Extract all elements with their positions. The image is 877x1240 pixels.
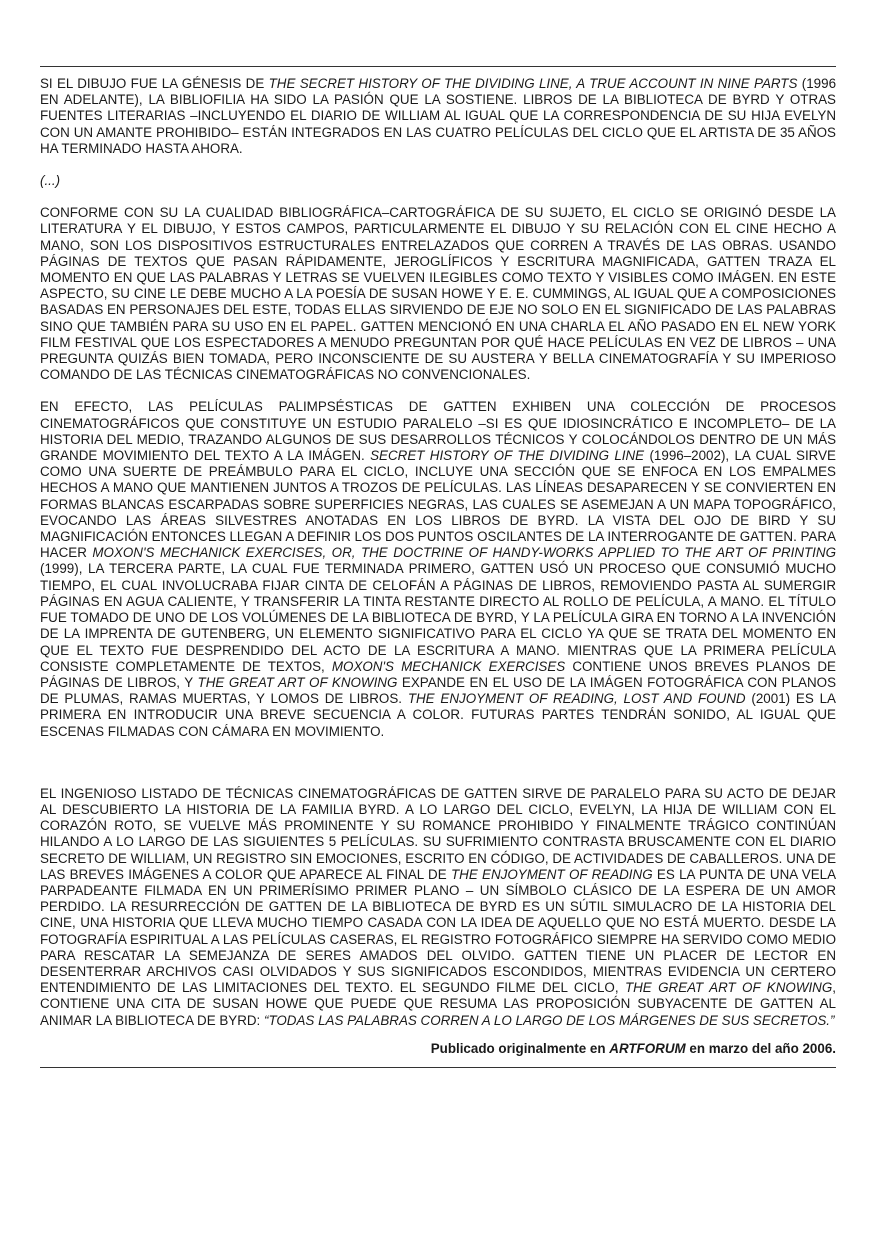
publication-credit: Publicado originalmente en ARTFORUM en marzo del año 2006. <box>430 1040 836 1056</box>
magazine-name: ARTFORUM <box>609 1040 686 1056</box>
title-secret-history-nine-parts: THE SECRET HISTORY OF THE DIVIDING LINE, A TRUE ACCOUNT IN NINE PARTS <box>268 76 798 91</box>
top-rule <box>40 66 836 67</box>
title-moxons-full: MOXON'S MECHANICK EXERCISES, OR, THE DOCTRINE OF HANDY-WORKS APPLIED TO THE ART OF PRINTING <box>92 545 836 561</box>
title-moxons-short: MOXON'S MECHANICK EXERCISES <box>331 658 566 674</box>
title-secret-history: SECRET HISTORY OF THE DIVIDING LINE <box>370 448 645 464</box>
paragraph-4: EL INGENIOSO LISTADO DE TÉCNICAS CINEMATOGRÁFICAS DE GATTEN SIRVE DE PARALELO PARA SU ACTO DE DEJAR AL DESCUBIERTO LA HISTORIA DE LA FAMILIA BYRD. A LO LARGO DEL CICLO, EVELYN, LA HIJA DE WILLIAM CON EL CORAZÓN ROTO, SE VUELVE MÁS PROMINENTE Y SU ROMANCE PROHIBIDO Y FINALMENTE TRÁGICO CONTINÚAN HILANDO A LO LARGO DE LAS SIGUIENTES 5 PELÍCULAS. SU SUFRIMIENTO CONTRASTA BRUSCAMENTE CON EL DIARIO SECRETO DE WILLIAM, UN REGISTRO SIN EMOCIONES, ESCRITO EN CÓDIGO, DE ACTIVIDADES DE CABALLEROS. UNA DE LAS BREVES IMÁGENES A COLOR QUE APARECE AL FINAL DE THE ENJOYMENT OF READING ES LA PUNTA DE UNA VELA PARPADEANTE FILMADA EN UN PRIMERÍSIMO PRIMER PLANO – UN SÍMBOLO CLÁSICO DE LA ESPERA DE UN AMOR PERDIDO. LA RESURRECCIÓN DE GATTEN DE LA BIBLIOTECA DE BYRD ES UN SÚTIL SIMULACRO DE LA HISTORIA DEL CINE, UNA HISTORIA QUE LLEVA MUCHO TIEMPO CASADA CON LA IDEA DE AQUELLO QUE NO ESTÁ MUERTO. DESDE LA FOTOGRAFÍA ESPIRITUAL A LAS PELÍCULAS CASERAS, EL REGISTRO FOTOGRÁFICO SIEMPRE HA SERVIDO COMO MEDIO PARA RESCATAR LA SEMEJANZA DE SERES AMADOS DEL OLVIDO. GATTEN TIENE UN PLACER DE LECTOR EN DESENTERRAR ARCHIVOS CASI OLVIDADOS Y SUS SIGNIFICADOS ESCONDIDOS, MIENTRAS EVIDENCIA UN CERTERO ENTENDIMIENTO DE LAS LIMITACIONES DEL TEXTO. EL SEGUNDO FILME DEL CICLO, THE GREAT ART OF KNOWING, CONTIENE UNA CITA DE SUSAN HOWE QUE PUEDE QUE RESUMA LAS PROPOSICIÓN SUBYACENTE DE GATTEN AL ANIMAR LA BIBLIOTECA DE BYRD: “TODAS LAS PALABRAS CORREN A LO LARGO DE LOS MÁRGENES DE SUS SECRETOS.” <box>40 785 837 1028</box>
title-great-art-of-knowing: THE GREAT ART OF KNOWING <box>197 674 398 690</box>
paragraph-1: SI EL DIBUJO FUE LA GÉNESIS DE THE SECRET HISTORY OF THE DIVIDING LINE, A TRUE ACCOUNT IN NINE PARTS (1996 EN ADELANTE), LA BIBLIOFILIA HA SIDO LA PASIÓN QUE LA SOSTIENE. LIBROS DE LA BIBLIOTECA DE BYRD Y OTRAS FUENTES LITERARIAS –INCLUYENDO EL DIARIO DE WILLIAM AL IGUAL QUE LA CORRESPONDENCIA DE SU HIJA EVELYN CON UN AMANTE PROHIBIDO– ESTÁN INTEGRADOS EN LAS CUATRO PELÍCULAS DEL CICLO QUE EL ARTISTA DE 35 AÑOS HA TERMINADO HASTA AHORA. <box>40 76 837 156</box>
title-enjoyment-of-reading-lost-and-found: THE ENJOYMENT OF READING, LOST AND FOUND <box>407 691 746 707</box>
paragraph-2: CONFORME CON SU LA CUALIDAD BIBLIOGRÁFICA–CARTOGRÁFICA DE SU SUJETO, EL CICLO SE ORIGINÓ DESDE LA LITERATURA Y EL DIBUJO, Y ESTOS CAMPOS, PARTICULARMENTE EL DIBUJO Y SU RELACIÓN CON EL CINE HECHO A MANO, SON LOS DISPOSITIVOS ESTRUCTURALES ENTRELAZADOS QUE CORREN A TRAVÉS DE LAS OBRAS. USANDO PÁGINAS DE TEXTOS QUE PASAN RÁPIDAMENTE, JEROGLÍFICOS Y ESCRITURA MAGNIFICADA, GATTEN TRAZA EL MOMENTO EN QUE LAS PALABRAS Y LETRAS SE VUELVEN ILEGIBLES COMO TEXTO Y VISIBLES COMO IMÁGEN. EN ESTE ASPECTO, SU CINE LE DEBE MUCHO A LA POESÍA DE SUSAN HOWE Y E. E. CUMMINGS, AL IGUAL QUE A COMPOSICIONES BASADAS EN PERSONAJES DEL ESTE, TODAS ELLAS SIRVIENDO DE EJE NO SOLO EN EL SIGNIFICADO DE LAS PALABRAS SINO QUE TAMBIÉN PARA SU USO EN EL PAPEL. GATTEN MENCIONÓ EN UNA CHARLA EL AÑO PASADO EN EL NEW YORK FILM FESTIVAL QUE LOS ESPECTADORES A MENUDO PREGUNTAN POR QUÉ HACE PELÍCULAS EN VEZ DE LIBROS – UNA PREGUNTA QUIZÁS BIEN TOMADA, PERO INCONSCIENTE DE SU AUSTERA Y BELLA CINEMATOGRAFÍA Y SU IMPERIOSO COMANDO DE LAS TÉCNICAS CINEMATOGRÁFICAS NO CONVENCIONALES. <box>40 205 836 383</box>
document-page <box>40 66 836 1068</box>
title-great-art-of-knowing-2: THE GREAT ART OF KNOWING <box>624 980 833 996</box>
ellipsis-marker: (...) <box>40 173 61 189</box>
title-enjoyment-of-reading: THE ENJOYMENT OF READING <box>450 866 653 882</box>
quote-susan-howe: “TODAS LAS PALABRAS CORREN A LO LARGO DE LOS MÁRGENES DE SUS SECRETOS.” <box>264 1012 835 1028</box>
paragraph-3: EN EFECTO, LAS PELÍCULAS PALIMPSÉSTICAS DE GATTEN EXHIBEN UNA COLECCIÓN DE PROCESOS CINEMATOGRÁFICOS QUE CONSTITUYE UN ESTUDIO PARALELO –SI ES QUE IDIOSINCRÁTICO E INCOMPLETO– DE LA HISTORIA DEL MEDIO, TRAZANDO ALGUNOS DE SUS DESARROLLOS TÉCNICOS Y COLOCÁNDOLOS DENTRO DE UN MÁS GRANDE MOVIMIENTO DEL TEXTO A LA IMÁGEN. SECRET HISTORY OF THE DIVIDING LINE (1996–2002), LA CUAL SIRVE COMO UNA SUERTE DE PREÁMBULO PARA EL CICLO, INCLUYE UNA SECCIÓN QUE SE ENFOCA EN LOS EMPALMES HECHOS A MANO QUE MANTIENEN JUNTOS A TROZOS DE PELÍCULAS. LAS LÍNEAS DESAPARECEN Y SE CONVIERTEN EN FORMAS BLANCAS ESCARPADAS SOBRE SUPERFICIES NEGRAS, LAS CUALES SE ASEMEJAN A UN MAPA TOPOGRÁFICO, EVOCANDO LAS ÁREAS SILVESTRES ANOTADAS EN LOS LIBROS DE BYRD. LA VISTA DEL OJO DE BIRD Y SU MAGNIFICACIÓN ENTONCES LLEGAN A DEFINIR LOS DOS PUNTOS OSCILANTES DE LA INTERROGANTE DE GATTEN. PARA HACER MOXON'S MECHANICK EXERCISES, OR, THE DOCTRINE OF HANDY-WORKS APPLIED TO THE ART OF PRINTING (1999), LA TERCERA PARTE, LA CUAL FUE TERMINADA PRIMERO, GATTEN USÓ UN PROCESO QUE CONSUMIÓ MUCHO TIEMPO, EL CUAL INVOLUCRABA FIJAR CINTA DE CELOFÁN A PÁGINAS DE LIBROS, REMOVIENDO PASTA AL SUMERGIR PÁGINAS EN AGUA CALIENTE, Y TRANSFERIR LA TINTA RESTANTE DIRECTO AL ROLLO DE PELÍCULA, A MANO. EL TÍTULO FUE TOMADO DE UNO DE LOS VOLÚMENES DE LA BIBLIOTECA DE BYRD, Y LA PELÍCULA GIRA EN TORNO A LA INVENCIÓN DE LA IMPRENTA DE GUTENBERG, UN ELEMENTO SIGNIFICATIVO PARA EL CICLO YA QUE SE TRATA DEL MOMENTO EN QUE EL TEXTO FUE DESPRENDIDO DEL ACTO DE LA ESCRITURA A MANO. MIENTRAS QUE LA PRIMERA PELÍCULA CONSISTE COMPLETAMENTE DE TEXTOS, MOXON'S MECHANICK EXERCISES CONTIENE UNOS BREVES PLANOS DE PÁGINAS DE LIBROS, Y THE GREAT ART OF KNOWING EXPANDE EN EL USO DE LA IMÁGEN FOTOGRÁFICA CON PLANOS DE PLUMAS, RAMAS MUERTAS, Y LOMOS DE LIBROS. THE ENJOYMENT OF READING, LOST AND FOUND (2001) ES LA PRIMERA EN INTRODUCIR UNA BREVE SECUENCIA A COLOR. FUTURAS PARTES TENDRÁN SONIDO, AL IGUAL QUE ESCENAS FILMADAS CON CÁMARA EN MOVIMIENTO. <box>40 399 836 739</box>
bottom-rule <box>40 1067 836 1068</box>
